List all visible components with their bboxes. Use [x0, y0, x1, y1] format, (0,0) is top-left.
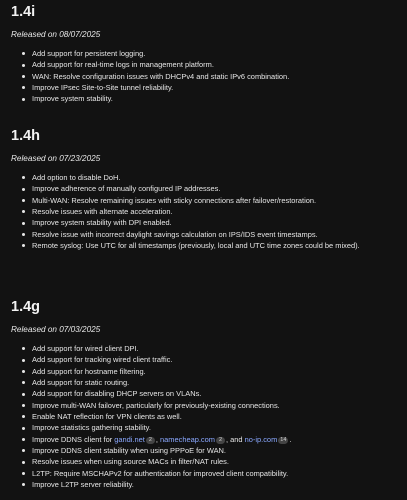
list-item: Improve IPsec Site-to-Site tunnel reliability.: [22, 82, 289, 93]
click-count-badge: 14: [280, 436, 287, 443]
change-list: [11, 48, 289, 105]
click-count-badge: 2: [216, 437, 225, 444]
list-item: Resolve issues when using source MACs in filter/NAT rules.: [22, 456, 291, 467]
change-list: [11, 172, 360, 251]
link-gandi[interactable]: gandi.net: [114, 434, 145, 444]
list-item: Improve multi-WAN failover, particularly for previously-existing connections.: [22, 400, 291, 411]
list-item: Add support for persistent logging.: [22, 48, 289, 59]
release-1-4g: [11, 299, 291, 490]
list-item: Improve DDNS client stability when using PPPoE for WAN.: [22, 445, 291, 456]
list-item: Add support for tracking wired client traffic.: [22, 354, 291, 365]
ddns-prefix: Improve DDNS client for: [32, 434, 115, 444]
link-namecheap[interactable]: namecheap.com: [160, 434, 215, 444]
release-date: Released on 07/03/2025: [11, 325, 101, 334]
list-item: Resolve issue with incorrect daylight savings calculation on IPS/IDS event timestamps.: [22, 229, 360, 240]
list-item: Improve system stability.: [22, 93, 289, 104]
list-item: Add support for hostname filtering.: [22, 366, 291, 377]
ddns-suffix: .: [289, 434, 292, 444]
list-item: Add support for real-time logs in management platform.: [22, 59, 289, 70]
list-item: WAN: Resolve configuration issues with DHCPv4 and static IPv6 combination.: [22, 71, 289, 82]
list-item: Improve statistics gathering stability.: [22, 422, 291, 433]
release-date: Released on 07/23/2025: [11, 154, 101, 163]
list-item: Add support for wired client DPI.: [22, 343, 291, 354]
list-item: Improve adherence of manually configured IP addresses.: [22, 183, 360, 194]
list-item: Multi-WAN: Resolve remaining issues with sticky connections after failover/restoration.: [22, 195, 360, 206]
list-item: Remote syslog: Use UTC for all timestamps (previously, local and UTC time zones could be mixed).: [22, 240, 360, 251]
list-item: Add option to disable DoH.: [22, 172, 360, 183]
list-item: L2TP: Require MSCHAPv2 for authentication for improved client compatibility.: [22, 468, 291, 479]
release-version: 1.4g: [11, 299, 41, 315]
change-list: [11, 343, 291, 490]
release-version: 1.4h: [11, 128, 41, 144]
release-1-4i: [11, 4, 289, 105]
list-item: Improve L2TP server reliability.: [22, 479, 291, 490]
list-item: Enable NAT reflection for VPN clients as well.: [22, 411, 291, 422]
list-item: Add support for static routing.: [22, 377, 291, 388]
list-item: Improve system stability with DPI enabled.: [22, 217, 360, 228]
release-date: Released on 08/07/2025: [11, 30, 101, 39]
release-1-4h: [11, 128, 360, 251]
separator: ,: [155, 434, 160, 444]
list-item-ddns: [22, 434, 291, 445]
link-noip[interactable]: no-ip.com: [244, 434, 278, 444]
separator: , and: [226, 434, 245, 444]
list-item: Resolve issues with alternate acceleration.: [22, 206, 360, 217]
release-version: 1.4i: [11, 4, 36, 20]
click-count-badge: 2: [146, 437, 155, 444]
list-item: Add support for disabling DHCP servers on VLANs.: [22, 388, 291, 399]
